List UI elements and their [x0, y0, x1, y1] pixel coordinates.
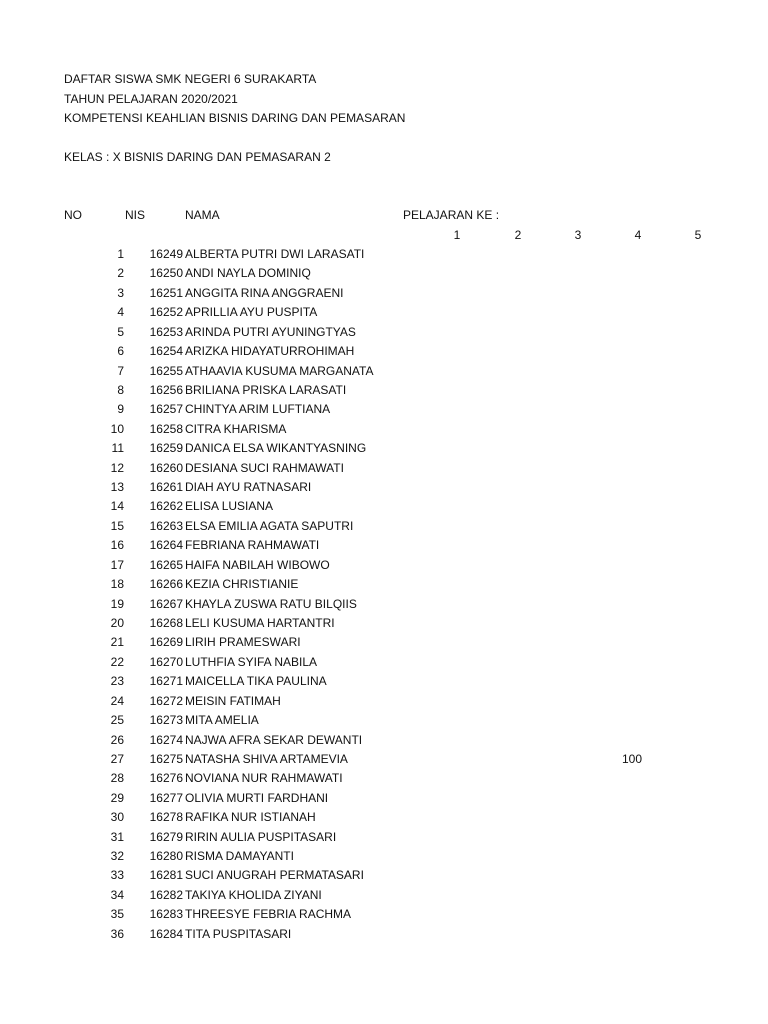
student-name: FEBRIANA RAHMAWATI — [185, 538, 320, 552]
header-nama: NAMA — [185, 208, 220, 222]
student-name: ELSA EMILIA AGATA SAPUTRI — [185, 519, 354, 533]
row-number: 27 — [110, 752, 124, 766]
student-name: DANICA ELSA WIKANTYASNING — [185, 441, 367, 455]
document-title: DAFTAR SISWA SMK NEGERI 6 SURAKARTA — [64, 72, 317, 86]
student-name: NOVIANA NUR RAHMAWATI — [185, 771, 343, 785]
student-nis: 16278 — [149, 810, 183, 824]
row-number: 35 — [110, 907, 124, 921]
student-name: KHAYLA ZUSWA RATU BILQIIS — [185, 597, 357, 611]
competency: KOMPETENSI KEAHLIAN BISNIS DARING DAN PEMASARAN — [64, 111, 406, 125]
student-name: NAJWA AFRA SEKAR DEWANTI — [185, 733, 363, 747]
student-name: ATHAAVIA KUSUMA MARGANATA — [185, 364, 374, 378]
row-number: 30 — [110, 810, 124, 824]
student-name: RISMA DAMAYANTI — [185, 849, 294, 863]
student-name: KEZIA CHRISTIANIE — [185, 577, 299, 591]
student-nis: 16275 — [149, 752, 183, 766]
row-number: 18 — [110, 577, 124, 591]
student-nis: 16264 — [149, 538, 183, 552]
row-number: 31 — [110, 830, 124, 844]
student-name: CHINTYA ARIM LUFTIANA — [185, 402, 331, 416]
student-nis: 16273 — [149, 713, 183, 727]
row-number: 11 — [111, 441, 124, 455]
student-nis: 16258 — [149, 422, 183, 436]
header-nis: NIS — [125, 208, 146, 222]
row-number: 7 — [117, 364, 124, 378]
row-number: 33 — [110, 868, 124, 882]
row-number: 9 — [117, 402, 124, 416]
student-name: NATASHA SHIVA ARTAMEVIA — [185, 752, 348, 766]
student-name: ALBERTA PUTRI DWI LARASATI — [185, 247, 365, 261]
student-nis: 16281 — [149, 868, 183, 882]
lesson-number-4: 4 — [634, 228, 642, 242]
student-name: HAIFA NABILAH WIBOWO — [185, 558, 330, 572]
row-number: 28 — [110, 771, 124, 785]
row-number: 25 — [110, 713, 124, 727]
student-name: CITRA KHARISMA — [185, 422, 287, 436]
student-name: LELI KUSUMA HARTANTRI — [185, 616, 335, 630]
row-number: 13 — [110, 480, 124, 494]
student-name: TAKIYA KHOLIDA ZIYANI — [185, 888, 322, 902]
lesson-number-1: 1 — [453, 228, 461, 242]
student-nis: 16263 — [149, 519, 183, 533]
score-lesson-4: 100 — [621, 752, 643, 766]
student-nis: 16269 — [149, 635, 183, 649]
row-number: 14 — [110, 499, 124, 513]
student-nis: 16265 — [149, 558, 183, 572]
row-number: 12 — [110, 461, 124, 475]
student-name: ARINDA PUTRI AYUNINGTYAS — [185, 325, 356, 339]
student-nis: 16261 — [149, 480, 183, 494]
student-name: RAFIKA NUR ISTIANAH — [185, 810, 316, 824]
student-name: RIRIN AULIA PUSPITASARI — [185, 830, 337, 844]
student-name: APRILLIA AYU PUSPITA — [185, 305, 318, 319]
student-name: MEISIN FATIMAH — [185, 694, 281, 708]
student-nis: 16255 — [149, 364, 183, 378]
row-number: 15 — [110, 519, 124, 533]
row-number: 34 — [110, 888, 124, 902]
student-nis: 16279 — [149, 830, 183, 844]
student-name: ANGGITA RINA ANGGRAENI — [185, 286, 344, 300]
row-number: 16 — [110, 538, 124, 552]
row-number: 4 — [117, 305, 124, 319]
student-nis: 16280 — [149, 849, 183, 863]
row-number: 20 — [110, 616, 124, 630]
student-nis: 16284 — [149, 927, 183, 941]
row-number: 17 — [110, 558, 124, 572]
student-name: LIRIH PRAMESWARI — [185, 635, 301, 649]
row-number: 19 — [110, 597, 124, 611]
lesson-number-5: 5 — [694, 228, 702, 242]
student-nis: 16267 — [149, 597, 183, 611]
student-name: MAICELLA TIKA PAULINA — [185, 674, 327, 688]
row-number: 24 — [110, 694, 124, 708]
student-nis: 16270 — [149, 655, 183, 669]
header-no: NO — [64, 208, 82, 222]
row-number: 10 — [110, 422, 124, 436]
student-nis: 16254 — [149, 344, 183, 358]
student-name: DESIANA SUCI RAHMAWATI — [185, 461, 344, 475]
student-nis: 16252 — [149, 305, 183, 319]
student-nis: 16257 — [149, 402, 183, 416]
row-number: 23 — [110, 674, 124, 688]
student-name: DIAH AYU RATNASARI — [185, 480, 312, 494]
row-number: 36 — [110, 927, 124, 941]
student-name: TITA PUSPITASARI — [185, 927, 292, 941]
student-name: ANDI NAYLA DOMINIQ — [185, 266, 311, 280]
lesson-number-2: 2 — [514, 228, 522, 242]
student-nis: 16266 — [149, 577, 183, 591]
student-nis: 16253 — [149, 325, 183, 339]
row-number: 29 — [110, 791, 124, 805]
student-nis: 16277 — [149, 791, 183, 805]
row-number: 1 — [117, 247, 124, 261]
academic-year: TAHUN PELAJARAN 2020/2021 — [64, 92, 238, 106]
student-name: BRILIANA PRISKA LARASATI — [185, 383, 347, 397]
student-name: SUCI ANUGRAH PERMATASARI — [185, 868, 364, 882]
student-nis: 16274 — [149, 733, 183, 747]
student-name: MITA AMELIA — [185, 713, 259, 727]
row-number: 26 — [110, 733, 124, 747]
student-nis: 16282 — [149, 888, 183, 902]
row-number: 32 — [110, 849, 124, 863]
student-name: THREESYE FEBRIA RACHMA — [185, 907, 352, 921]
header-pelajaran: PELAJARAN KE : — [403, 208, 500, 222]
student-name: LUTHFIA SYIFA NABILA — [185, 655, 318, 669]
row-number: 22 — [110, 655, 124, 669]
student-name: ELISA LUSIANA — [185, 499, 274, 513]
student-nis: 16262 — [149, 499, 183, 513]
student-nis: 16251 — [149, 286, 183, 300]
lesson-number-3: 3 — [574, 228, 582, 242]
student-nis: 16256 — [149, 383, 183, 397]
student-nis: 16271 — [149, 674, 183, 688]
student-nis: 16260 — [149, 461, 183, 475]
row-number: 6 — [117, 344, 124, 358]
student-name: ARIZKA HIDAYATURROHIMAH — [185, 344, 355, 358]
student-nis: 16249 — [149, 247, 183, 261]
student-nis: 16250 — [149, 266, 183, 280]
student-nis: 16283 — [149, 907, 183, 921]
student-nis: 16259 — [149, 441, 183, 455]
row-number: 21 — [110, 635, 124, 649]
class-label: KELAS : X BISNIS DARING DAN PEMASARAN 2 — [64, 150, 331, 164]
student-nis: 16272 — [149, 694, 183, 708]
student-nis: 16268 — [149, 616, 183, 630]
row-number: 2 — [117, 266, 124, 280]
row-number: 3 — [117, 286, 124, 300]
student-nis: 16276 — [149, 771, 183, 785]
row-number: 8 — [117, 383, 124, 397]
student-name: OLIVIA MURTI FARDHANI — [185, 791, 329, 805]
row-number: 5 — [117, 325, 124, 339]
